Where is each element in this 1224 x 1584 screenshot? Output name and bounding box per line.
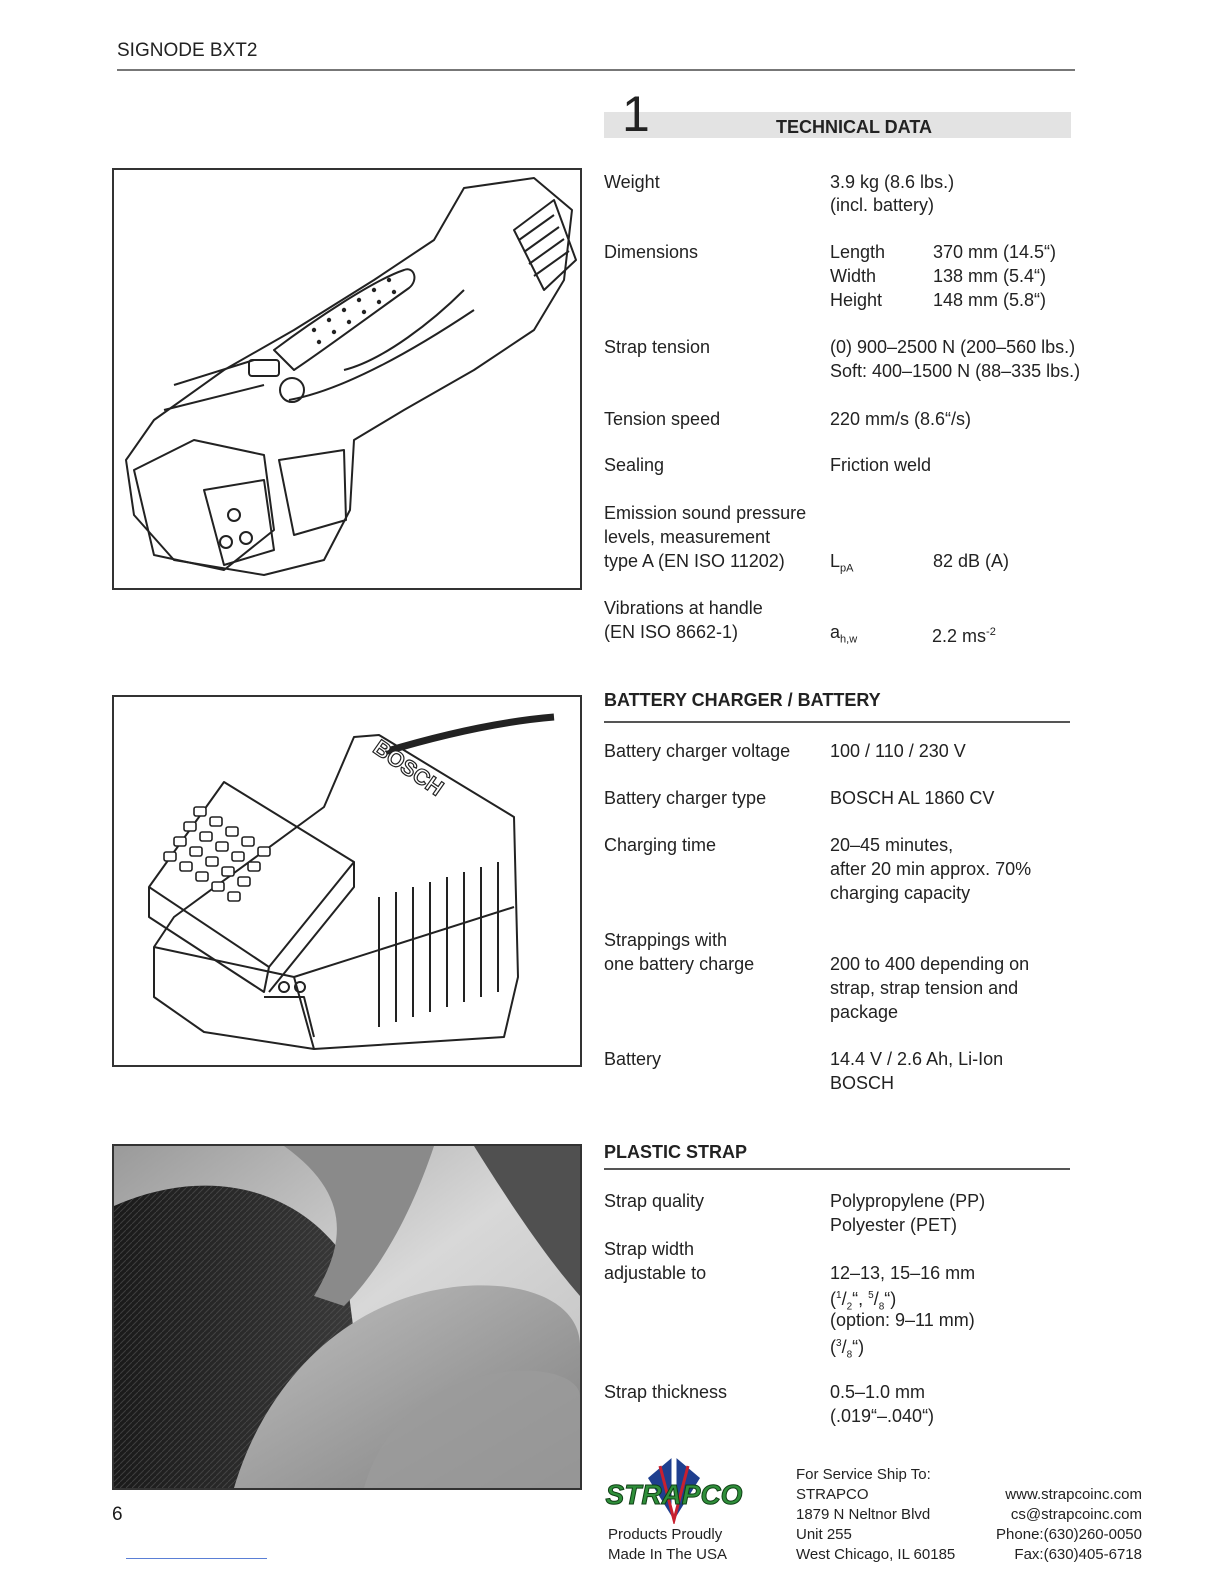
emission-label-line3: type A (EN ISO 11202) [604,551,785,571]
vibration-label-line2: (EN ISO 8662-1) [604,622,739,642]
section-number: 1 [622,86,650,142]
sealing-value: Friction weld [830,455,932,475]
ship-to-address: Unit 255 [796,1526,852,1543]
logo-wordmark: STRAPCO [605,1479,743,1510]
strap-tension-value: (0) 900–2500 N (200–560 lbs.) [830,337,1076,357]
dimension-value: 370 mm (14.5“) [933,242,1057,262]
strapping-tool-illustration [114,170,580,588]
battery-label: Battery [604,1049,662,1069]
charging-time-value: 20–45 minutes, [830,835,954,855]
dimension-value: 148 mm (5.8“) [933,290,1047,310]
strap-width-option-fraction: $(^3/_8“)$ [830,1337,865,1361]
strap-quality-value: Polyester (PET) [830,1215,958,1235]
strap-thickness-inch: (.019“–.040“) [830,1406,935,1426]
strappings-value: 200 to 400 depending on [830,954,1030,974]
emission-value: 82 dB (A) [933,551,1010,571]
charging-time-note: after 20 min approx. 70% [830,859,1032,879]
dimension-name: Length [830,242,886,262]
strap-width-label-line1: Strap width [604,1239,695,1259]
charging-time-note: charging capacity [830,883,971,903]
emission-symbol: $L_{pA}$ [830,551,854,575]
strap-quality-label: Strap quality [604,1191,705,1211]
dimensions-label: Dimensions [604,242,699,262]
header-rule [117,69,1075,71]
charger-voltage-value: 100 / 110 / 230 V [830,741,966,761]
footer-email-link[interactable]: cs@strapcoinc.com [1010,1506,1142,1523]
vibration-value: 2.2 $ms^{-2}$ [932,626,996,646]
footer-phone: Phone:(630)260-0050 [996,1526,1142,1543]
footer-tagline: Made In The USA [608,1546,727,1563]
footer-website-link[interactable]: www.strapcoinc.com [1005,1486,1142,1503]
strap-width-option: (option: 9–11 mm) [830,1310,975,1330]
vibration-symbol: $a_{h,w}$ [830,622,858,646]
strappings-label-line2: one battery charge [604,954,755,974]
page-number: 6 [112,1504,123,1525]
bosch-brand-text: BOSCH [368,734,449,801]
tension-speed-value: 220 mm/s (8.6“/s) [830,409,972,429]
tension-speed-label: Tension speed [604,409,721,429]
strap-width-label-line2: adjustable to [604,1263,707,1283]
sealing-label: Sealing [604,455,665,475]
dimension-name: Height [830,290,883,310]
ship-to-address: West Chicago, IL 60185 [796,1546,956,1563]
footer-tagline: Products Proudly [608,1526,723,1543]
strap-coils-image [114,1146,580,1488]
charger-type-label: Battery charger type [604,788,767,808]
strapco-logo [604,1452,744,1524]
emission-label-line1: Emission sound pressure [604,503,807,523]
section-title: TECHNICAL DATA [776,117,932,137]
ship-to-company: STRAPCO [796,1486,869,1503]
battery-value: 14.4 V / 2.6 Ah, Li-Ion [830,1049,1004,1069]
weight-value: 3.9 kg (8.6 lbs.) [830,172,955,192]
ship-to-address: 1879 N Neltnor Blvd [796,1506,931,1523]
document-header: SIGNODE BXT2 [117,40,258,61]
battery-section-rule [604,721,1070,723]
ship-to-title: For Service Ship To: [796,1466,931,1483]
weight-note: (incl. battery) [830,195,935,215]
strap-thickness-label: Strap thickness [604,1382,728,1402]
strappings-value: strap, strap tension and [830,978,1019,998]
strap-tension-soft-value: Soft: 400–1500 N (88–335 lbs.) [830,361,1081,381]
plastic-strap-section-rule [604,1168,1070,1170]
battery-charger-figure [112,695,582,1067]
charger-voltage-label: Battery charger voltage [604,741,791,761]
strap-width-inch-fraction: ($^1/_2“$, $^5/_8“$) [830,1289,897,1313]
vibration-label-line1: Vibrations at handle [604,598,763,618]
battery-section-title: BATTERY CHARGER / BATTERY [604,690,881,710]
footer-fax: Fax:(630)405-6718 [1014,1546,1142,1563]
strap-thickness-value: 0.5–1.0 mm [830,1382,926,1402]
plastic-strap-photo [112,1144,582,1490]
strap-width-value: 12–13, 15–16 mm [830,1263,976,1283]
dimension-value: 138 mm (5.4“) [933,266,1047,286]
footer-link-underline [126,1558,267,1559]
charging-time-label: Charging time [604,835,717,855]
battery-brand: BOSCH [830,1073,895,1093]
strapping-tool-figure [112,168,582,590]
dimension-name: Width [830,266,877,286]
strappings-label-line1: Strappings with [604,930,728,950]
battery-charger-illustration [114,697,580,1065]
strap-tension-label: Strap tension [604,337,711,357]
plastic-strap-section-title: PLASTIC STRAP [604,1142,748,1162]
strap-quality-value: Polypropylene (PP) [830,1191,986,1211]
emission-label-line2: levels, measurement [604,527,771,547]
strappings-value: package [830,1002,899,1022]
weight-label: Weight [604,172,660,192]
charger-type-value: BOSCH AL 1860 CV [830,788,995,808]
